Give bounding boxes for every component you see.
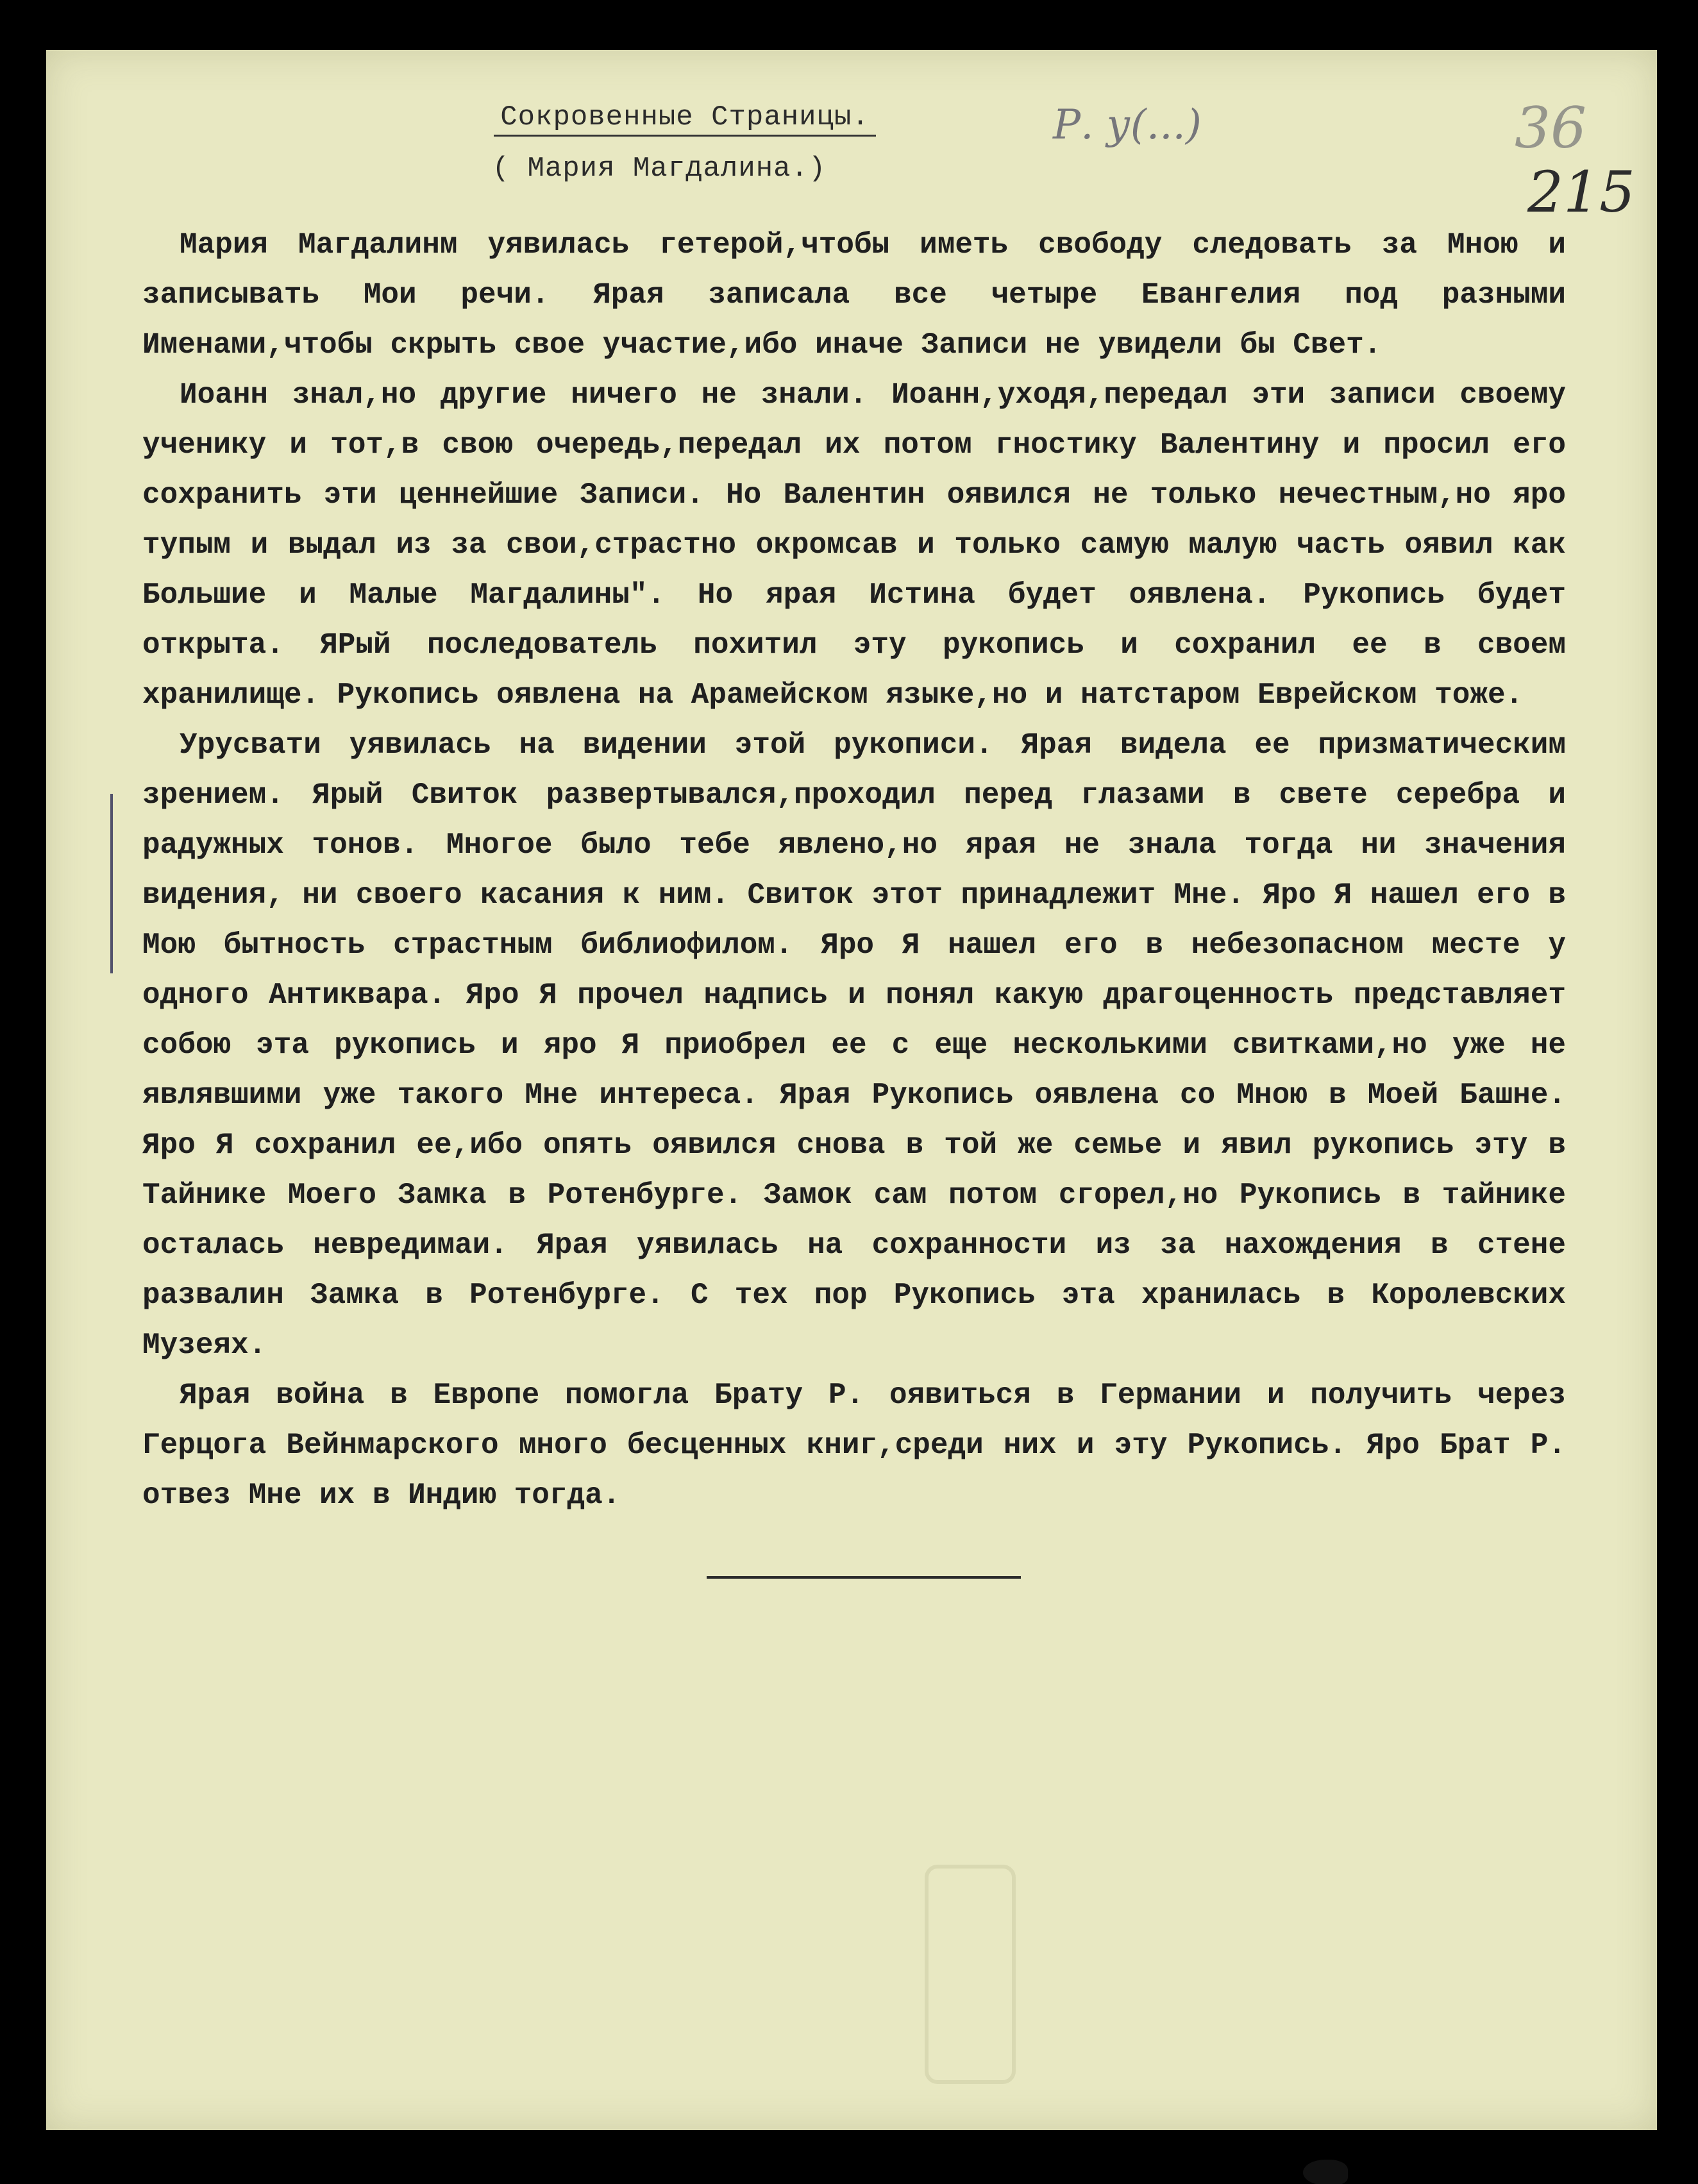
paragraph: Иоанн знал,но другие ничего не знали. Иоанн,уходя,передал эти записи своему ученику и тот,в свою очередь,передал их потом гностику Валентину и просил его сохранить эти ценнейшие Записи. Но Валентин оявился не только нечестным,но яро тупым и выдал из за свои,страстно окромсав и только самую малую часть оявил как Большие и Малые Магдалины". Но ярая Истина будет оявлена. Рукопись будет открыта. ЯРый последователь похитил эту рукопись и сохранил ее в своем хранилище. Рукопись оявлена на Арамейском языке,но и натстаром Еврейском тоже.: [142, 378, 1566, 712]
closing-rule: [707, 1576, 1021, 1579]
handwritten-note: Р. у(...): [1053, 101, 1202, 149]
margin-mark: [110, 794, 113, 973]
paragraph: Урусвати уявилась на видении этой рукописи. Ярая видела ее призматическим зрением. Ярый Свиток развертывался,проходил перед глазами в свете серебра и радужных тонов. Многое было тебе явлено,но ярая не знала тогда ни значения видения, ни своего касания к ним. Свиток этот принадлежит Мне. Яро Я нашел его в Мою бытность страстным библиофилом. Яро Я нашел его в небезопасном месте у одного Антиквара. Яро Я прочел надпись и понял какую драгоценность представляет собою эта рукопись и яро Я приобрел ее с еще несколькими свитками,но уже не являвшими уже такого Мне интереса. Ярая Рукопись оявлена со Мною в Моей Башне. Яро Я сохранил ее,ибо опять оявился снова в той же семье и явил рукопись эту в Тайнике Моего Замка в Ротенбурге. Замок сам потом сгорел,но Рукопись в тайнике осталась невредимаи. Ярая уявилась на сохранности из за нахождения в стене развалин Замка в Ротенбурге. С тех пор Рукопись эта хранилась в Королевских Музеях.: [142, 728, 1566, 1362]
document-title: Сокровенные Страницы.: [0, 101, 1490, 133]
document-page: [46, 50, 1657, 2130]
ink-blot: [1303, 2160, 1348, 2184]
handwritten-number-top: 36: [1515, 95, 1586, 161]
handwritten-number-bottom: 215: [1527, 159, 1635, 225]
document-body: [142, 220, 1566, 1520]
watermark: [925, 1865, 1016, 2084]
paragraph: Ярая война в Европе помогла Брату Р. оявиться в Германии и получить через Герцога Вейнмарского много бесценных книг,среди них и эту Рукопись. Яро Брат Р. отвез Мне их в Индию тогда.: [142, 1379, 1566, 1512]
document-subtitle: ( Мария Магдалина.): [492, 153, 827, 185]
paragraph: Мария Магдалинм уявилась гетерой,чтобы иметь свободу следовать за Мною и записывать Мои речи. Ярая записала все четыре Евангелия под разными Именами,чтобы скрыть свое участие,ибо иначе Записи не увидели бы Свет.: [142, 228, 1566, 362]
